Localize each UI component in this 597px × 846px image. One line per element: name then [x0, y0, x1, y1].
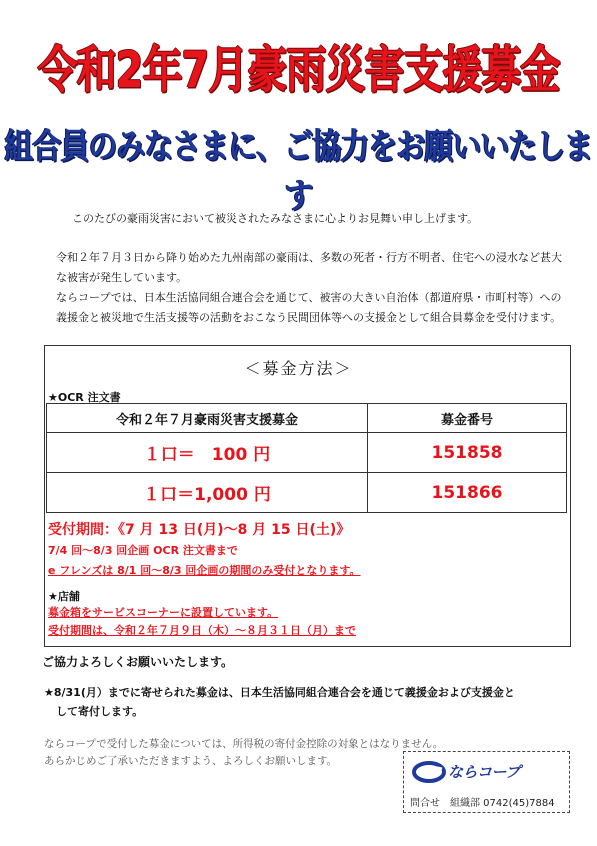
table-header-row — [47, 404, 567, 433]
intro-paragraph-2: 令和２年７月３日から降り始めた九州南部の豪雨は、多数の死者・行方不明者、住宅への浸水など甚大な被害が発生しています。 — [56, 251, 562, 284]
intro-paragraph-1: このたびの豪雨災害において被災されたみなさまに心よりお見舞い申し上げます。 — [72, 212, 479, 225]
table-cell-number: 151858 — [368, 433, 567, 473]
deadline-line-2: して寄付します。 — [56, 705, 144, 718]
table-header-number: 募金番号 — [368, 404, 567, 433]
table-cell-number: 151866 — [368, 473, 567, 513]
table-cell-amount: １口＝ 100 円 — [47, 433, 368, 473]
deadline-note — [44, 683, 574, 721]
ocr-label: ★OCR 注文書 — [48, 391, 121, 404]
store-note-2: 受付期間は、令和２年７月９日（木）～８月３１日（月）まで — [48, 624, 356, 637]
reception-period: 受付期間：《7 月 13 日(月)～8 月 15 日(土)》 — [48, 522, 351, 538]
store-label: ★店舗 — [48, 590, 80, 603]
page-title: 令和2年7月豪雨災害支援募金 — [37, 42, 560, 100]
method-title: ＜募金方法＞ — [244, 359, 353, 378]
fund-table — [46, 403, 567, 513]
table-row — [47, 433, 567, 473]
tax-note — [44, 736, 443, 770]
thanks-message: ご協力よろしくお願いいたします。 — [42, 655, 234, 669]
intro-paragraph-3: ならコープでは、日本生活協同組合連合会を通じて、被害の大きい自治体（都道府県・市町村等）への義援金と被災地で生活支援等の活動をおこなう民間団体等への支援金として組合員募金を受付けます。 — [56, 291, 562, 324]
table-header-fund: 令和２年７月豪雨災害支援募金 — [47, 404, 368, 433]
tax-line-2: あらかじめご了承いただきますよう、よろしくお願いします。 — [44, 755, 338, 767]
logo-text: ならコープ — [448, 763, 520, 781]
deadline-line-1: ★8/31(月）までに寄せられた募金は、日本生活協同組合連合会を通じて義援金および支援金と — [44, 686, 515, 699]
table-row — [47, 473, 567, 513]
ocr-note: 7/4 回～8/3 回企画 OCR 注文書まで — [48, 544, 238, 557]
efriends-note: e フレンズは 8/1 回～8/3 回企画の期間のみ受付となります。 — [48, 564, 361, 577]
store-note-1: 募金箱をサービスコーナーに設置しています。 — [48, 606, 279, 619]
table-cell-amount: １口＝1,000 円 — [47, 473, 368, 513]
naracoop-logo-icon — [412, 761, 446, 783]
tax-line-1: ならコープで受付した募金については、所得税の寄付金控除の対象とはなりません。 — [44, 738, 444, 750]
page-subtitle: 組合員のみなさまに、ご協力をお願いいたします — [4, 125, 593, 216]
contact-info: 問合せ 組織部 0742(45)7884 — [410, 798, 555, 809]
